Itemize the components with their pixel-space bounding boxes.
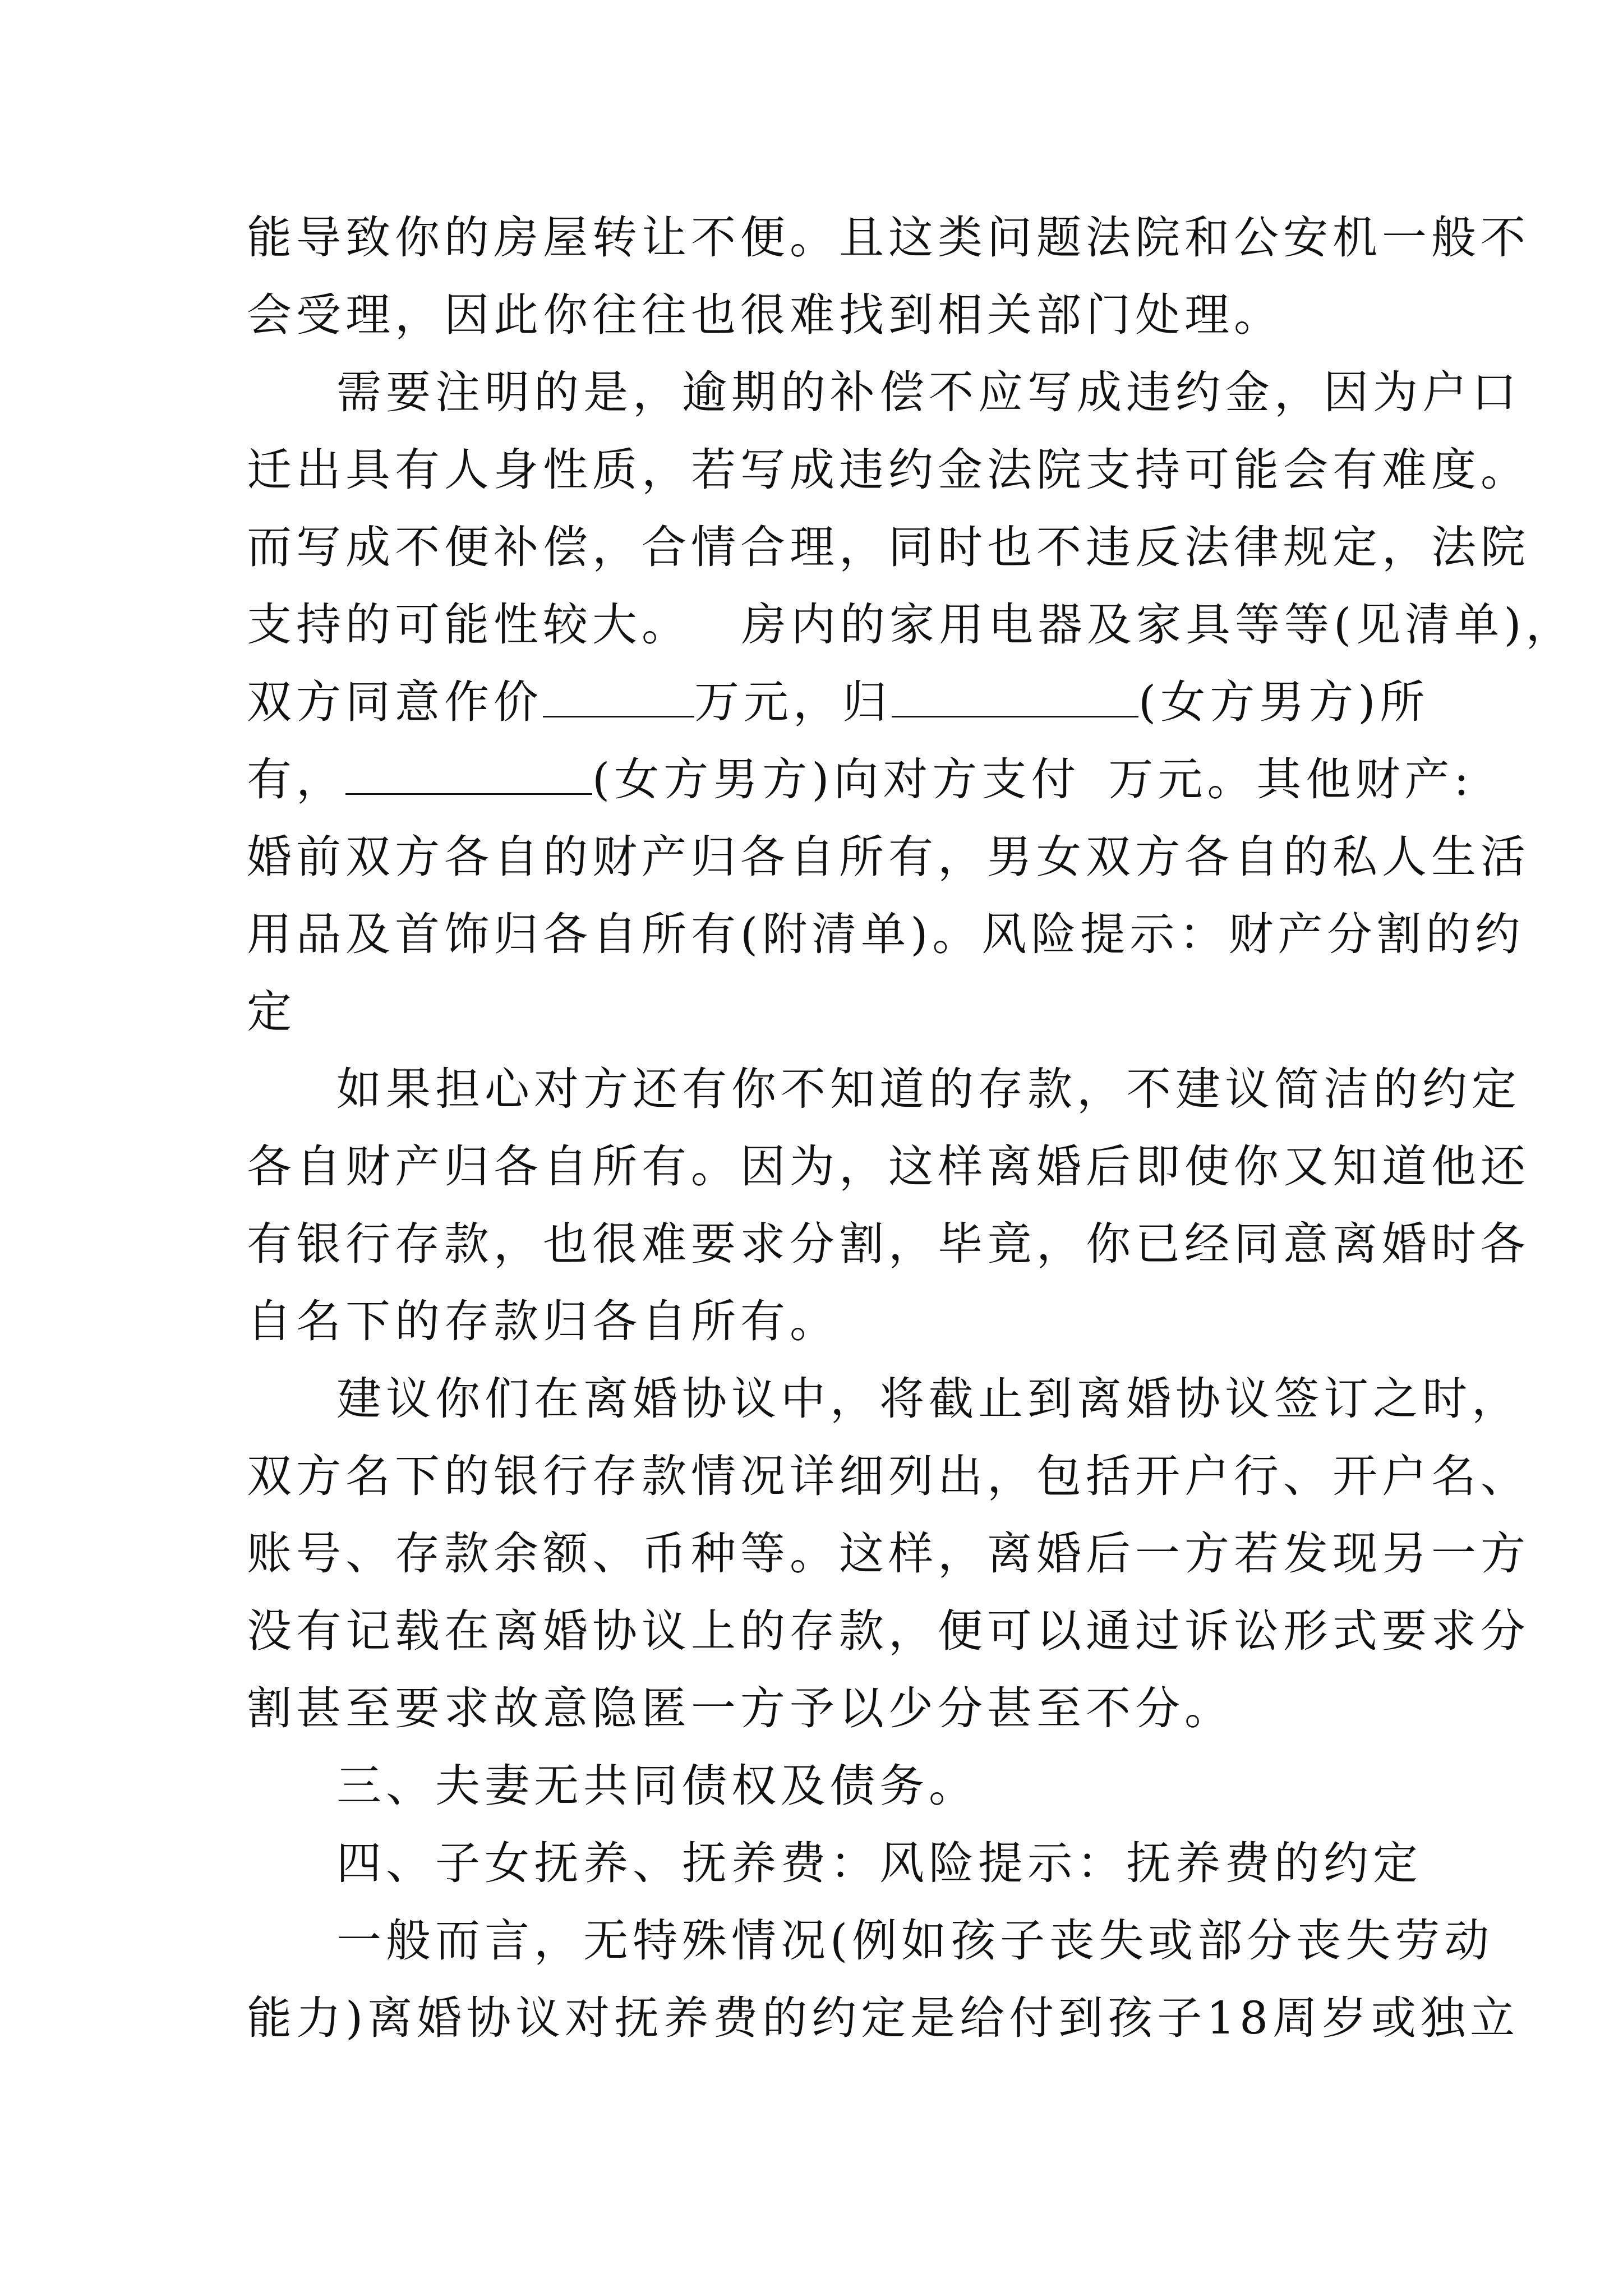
text-segment: 有， <box>247 753 345 806</box>
paragraph-start: 需要注明的是，逾期的补偿不应写成违约金，因为户口 <box>336 366 1521 418</box>
text-line: 各自财产归各自所有。因为，这样离婚后即使你又知道他还 <box>247 1140 1530 1193</box>
paragraph-start: 如果担心对方还有你不知道的存款，不建议简洁的约定 <box>336 1063 1521 1115</box>
text-segment: 房内的家用电器及家具等等(见清单)， <box>741 599 1575 651</box>
text-segment: 万元，归 <box>694 676 892 728</box>
text-segment: 双方同意作价 <box>247 676 543 728</box>
section-heading: 三、夫妻无共同债权及债务。 <box>336 1760 978 1812</box>
text-line: 割甚至要求故意隐匿一方予以少分甚至不分。 <box>247 1682 1234 1734</box>
text-line: 能力)离婚协议对抚养费的约定是给付到孩子18周岁或独立 <box>247 1992 1520 2044</box>
text-line: 会受理，因此你往往也很难找到相关部门处理。 <box>247 289 1283 341</box>
text-segment: 支持的可能性较大。 <box>247 599 691 651</box>
paragraph-start: 一般而言，无特殊情况(例如孩子丧失或部分丧失劳动 <box>336 1915 1494 1967</box>
text-line: 自名下的存款归各自所有。 <box>247 1295 839 1347</box>
payer-blank[interactable] <box>345 757 592 795</box>
text-line: 定 <box>247 986 296 1038</box>
text-segment: (女方男方)所 <box>1138 676 1430 728</box>
paragraph-start: 建议你们在离婚协议中，将截止到离婚协议签订之时， <box>336 1373 1521 1425</box>
text-line: 没有记载在离婚协议上的存款，便可以通过诉讼形式要求分 <box>247 1605 1530 1657</box>
text-line: 能导致你的房屋转让不便。且这类问题法院和公安机一般不 <box>247 211 1530 264</box>
price-blank[interactable] <box>543 680 694 717</box>
text-segment: 万元。其他财产: <box>1108 753 1474 806</box>
text-line: 账号、存款余额、币种等。这样，离婚后一方若发现另一方 <box>247 1527 1530 1580</box>
text-line: 而写成不便补偿，合情合理，同时也不违反法律规定，法院 <box>247 521 1530 573</box>
text-line: 婚前双方各自的财产归各自所有，男女双方各自的私人生活 <box>247 831 1530 883</box>
text-line: 有银行存款，也很难要求分割，毕竟，你已经同意离婚时各 <box>247 1218 1530 1270</box>
section-heading: 四、子女抚养、抚养费：风险提示：抚养费的约定 <box>336 1837 1422 1889</box>
text-line: 双方名下的银行存款情况详细列出，包括开户行、开户名、 <box>247 1450 1530 1502</box>
owner-blank[interactable] <box>892 680 1138 717</box>
text-line <box>247 586 1575 664</box>
text-segment: (女方男方)向对方支付 <box>592 753 1081 806</box>
body-text <box>247 199 1575 2057</box>
text-line: 迁出具有人身性质，若写成违约金法院支持可能会有难度。 <box>247 444 1530 496</box>
text-line <box>247 664 1430 741</box>
text-line: 用品及首饰归各自所有(附清单)。风险提示：财产分割的约 <box>247 908 1525 960</box>
text-line <box>247 741 1474 818</box>
